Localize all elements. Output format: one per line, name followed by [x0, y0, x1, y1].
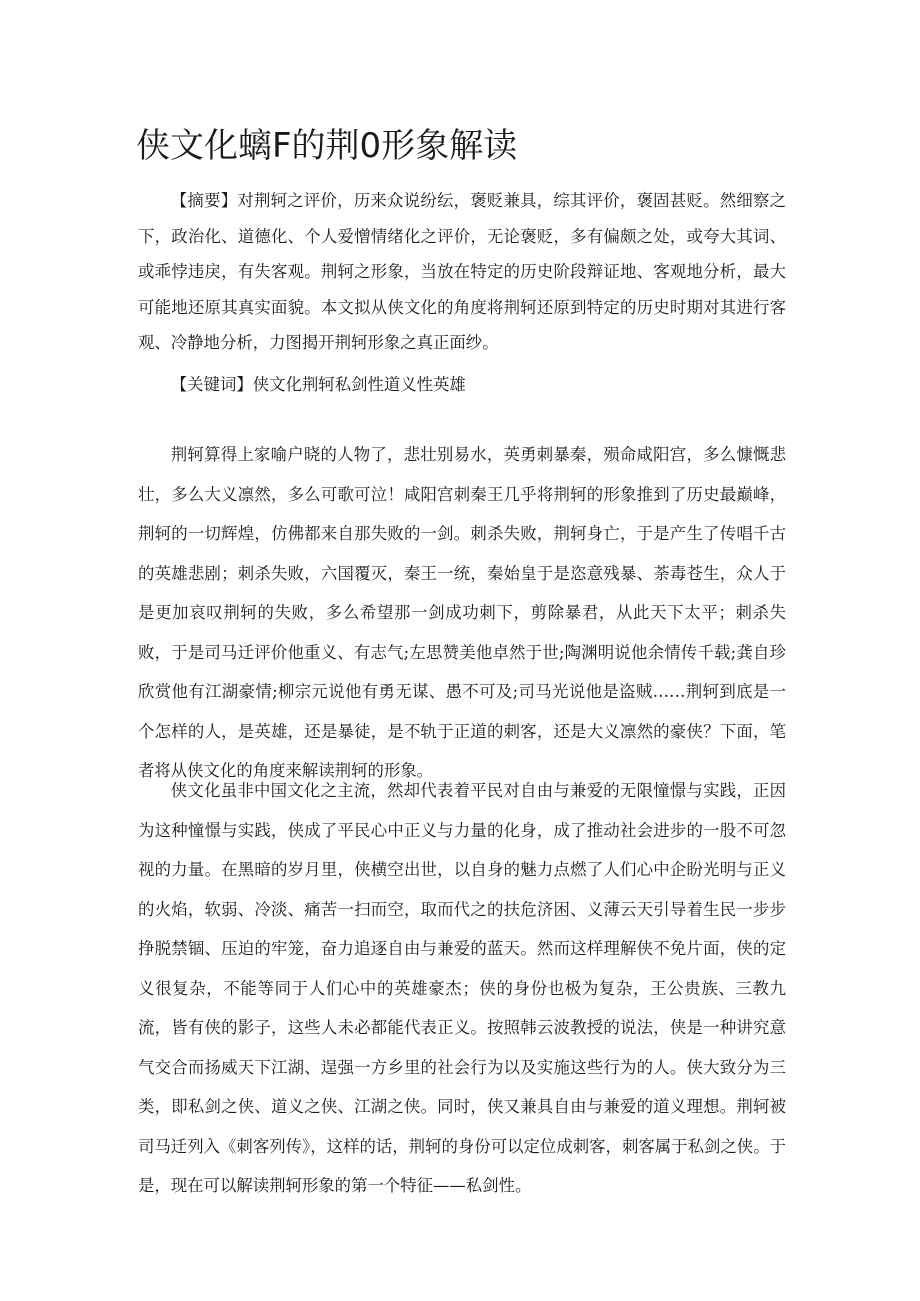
- keywords-label: 【关键词】: [170, 375, 253, 394]
- abstract-paragraph: [138, 183, 786, 361]
- abstract-label: 【摘要】: [170, 191, 238, 210]
- body-paragraph-2: 侠文化虽非中国文化之主流，然却代表着平民对自由与兼爱的无限憧憬与实践，正因为这种憧憬与实践，侠成了平民心中正义与力量的化身，成了推动社会进步的一股不可忽视的力量。在黑暗的岁月里，侠横空出世，以自身的魅力点燃了人们心中企盼光明与正义的火焰，软弱、冷淡、痛苦一扫而空，取而代之的扶危济困、义薄云天引导着生民一步步挣脱禁锢、压迫的牢笼，奋力追逐自由与兼爱的蓝天。然而这样理解侠不免片面，侠的定义很复杂，不能等同于人们心中的英雄豪杰；侠的身份也极为复杂，王公贵族、三教九流，皆有侠的影子，这些人未必都能代表正义。按照韩云波教授的说法，侠是一种讲究意气交合而扬威天下江湖、逞强一方乡里的社会行为以及实施这些行为的人。侠大致分为三类，即私剑之侠、道义之侠、江湖之侠。同时，侠又兼具自由与兼爱的道义理想。荆轲被司马迁列入《刺客列传》，这样的话，荆轲的身份可以定位成刺客，刺客属于私剑之侠。于是，现在可以解读荆轲形象的第一个特征——私剑性。: [138, 781, 786, 1195]
- document-title: 侠文化螭F的荆0形象解读: [136, 126, 518, 166]
- keywords-paragraph: [138, 369, 786, 401]
- body-paragraph-1: 荆轲算得上家喻户晓的人物了，悲壮别易水，英勇刺暴秦，殒命咸阳宫，多么慷慨悲壮，多么大义凛然，多么可歌可泣！咸阳宫刺秦王几乎将荆轲的形象推到了历史最巅峰，荆轲的一切辉煌，仿佛都来自那失败的一剑。刺杀失败，荆轲身亡，于是产生了传唱千古的英雄悲剧；刺杀失败，六国覆灭，秦王一统，秦始皇于是恣意残暴、荼毒苍生，众人于是更加哀叹荆轲的失败，多么希望那一剑成功刺下，剪除暴君，从此天下太平；刺杀失败，于是司马迁评价他重义、有志气;左思赞美他卓然于世;陶渊明说他余情传千载;龚自珍欣赏他有江湖豪情;柳宗元说他有勇无谋、愚不可及;司马光说他是盗贼……荆轲到底是一个怎样的人，是英雄，还是暴徒，是不轨于正道的刺客，还是大义凛然的豪侠？下面，笔者将从侠文化的角度来解读荆轲的形象。: [138, 445, 786, 780]
- abstract-text: 对荆轲之评价，历来众说纷纭，褒贬兼具，综其评价，褒固甚贬。然细察之下，政治化、道德化、个人爱憎情绪化之评价，无论褒贬，多有偏颇之处，或夸大其词、或乖悖违戾，有失客观。荆轲之形象，当放在特定的历史阶段辩证地、客观地分析，最大可能地还原其真实面貌。本文拟从侠文化的角度将荆轲还原到特定的历史时期对其进行客观、冷静地分析，力图揭开荆轲形象之真正面纱。: [138, 191, 787, 353]
- keywords-text: 侠文化荆轲私剑性道义性英雄: [252, 375, 466, 394]
